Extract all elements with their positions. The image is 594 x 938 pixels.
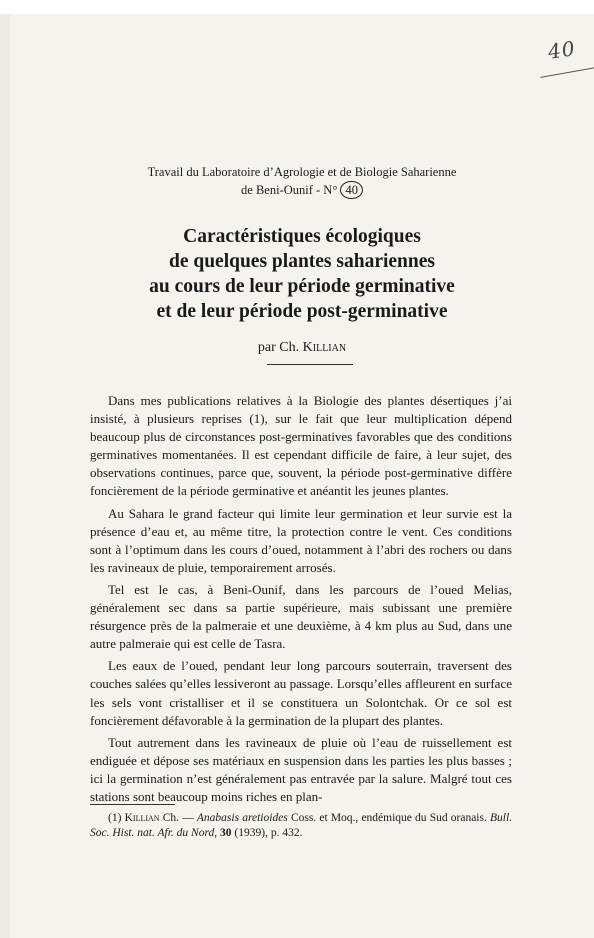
header-line-1: Travail du Laboratoire d’Agrologie et de Biologie Saharienne [147,165,457,179]
footnote [90,811,512,841]
document-page [10,14,594,938]
title-line: au cours de leur période germinative [149,276,455,297]
author-divider [267,364,353,365]
series-header [10,164,594,199]
paragraph: Les eaux de l’oued, pendant leur long parcours souterrain, traversent des couches salées qu’elles lessiveront au passage. Lorsqu’elles affleurent en surface les sels vont cristalliser et il se constituera un Solontchak. Or ce sol est foncièrement défavorable à la germination de la plupart des plantes. [90,658,512,728]
title-line: Caractéristiques écologiques [183,226,421,247]
footnote-author-suffix: Ch. — [162,812,194,824]
author-name: Killian [302,340,347,355]
footnote-volume: 30 [220,827,232,839]
header-line-2 [10,181,594,199]
series-number: 40 [340,181,363,199]
footnote-rest: (1939), p. 432. [234,827,303,839]
author-prefix: par Ch. [257,340,300,355]
footnote-species: Anabasis aretioides [196,812,288,824]
footnote-author: Killian [124,812,160,824]
handwritten-underline [540,67,594,78]
handwritten-annotation: 40 [546,36,577,64]
author-byline [10,340,594,356]
paragraph: Tel est le cas, à Beni-Ounif, dans les parcours de l’oued Melias, généralement sec dans sa partie supérieure, mais subissant une première résurgence près de la palmeraie et une deuxième, à 4 km plus au Sud, dans une autre palmeraie qui est celle de Tasra. [90,581,512,652]
footnote-marker: (1) [108,812,122,824]
title-line: et de leur période post-germinative [156,301,448,322]
footnote-middle: Coss. et Moq., endémique du Sud oranais. [290,812,487,824]
paragraph: Tout autrement dans les ravineaux de pluie où l’eau de ruissellement est endiguée et dépose ses matériaux en suspension dans les parties les plus basses ; ici la germination n’est généralement pas entravée par la salure. Malgré tout ces stations sont beaucoup moins riches en plan- [90,734,512,804]
article-title [10,224,594,324]
body-text [90,392,512,806]
footnote-journal: Bull. Soc. Hist. nat. Afr. du Nord, [90,812,513,839]
scan-border [0,0,594,14]
paragraph: Dans mes publications relatives à la Biologie des plantes désertiques j’ai insisté, à plusieurs reprises (1), sur le fait que leur multiplication dépend beaucoup plus de circonstances post-germinatives favorables que des conditions germinatives momentanées. Il est cependant difficile de faire, à leur sujet, des observations continues, parce que, souvent, la période post-germinative diffère foncièrement de la période germinative et anéantit les jeunes plantes. [90,393,512,499]
footnote-divider [90,804,175,805]
paragraph: Au Sahara le grand facteur qui limite leur germination et leur survie est la présence d’eau et, au même titre, la protection contre le vent. Ces conditions sont à l’optimum dans les cours d’oued, notamment à l’abri des rochers ou dans les ravineaux de pluie, temporairement arrosés. [90,505,512,575]
title-line: de quelques plantes sahariennes [168,251,435,272]
header-line-2-prefix: de Beni-Ounif - N° [241,183,338,197]
